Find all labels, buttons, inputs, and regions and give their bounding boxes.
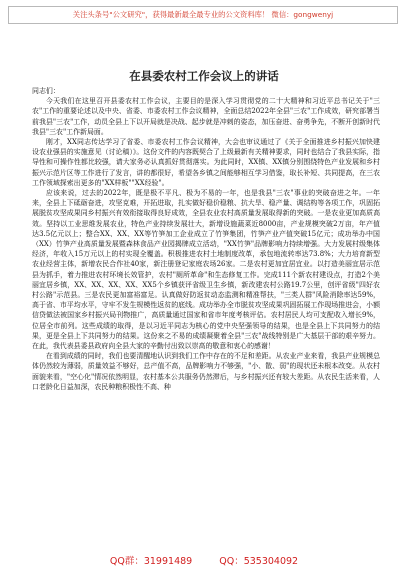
- salutation: 同志们：: [32, 87, 60, 95]
- footer-contact: [0, 553, 408, 567]
- paragraph-2: 刚才，XX同志传达学习了省委、市委农村工作会议精神，大会也审议通过了《关于全面推进乡村振兴加快建设农业强县的实施意见（讨论稿）》。这份文件的内容既契合了上级最新有关精神要求，同时也结合了我县实际，指导性和可操作性都比较强，请大家务必认真抓好贯彻落实。为此同时，XX镇、XX镇分别围绕特色产业发展和乡村振兴示范片区等工作进行了发言，讲的都很好，希望各乡镇之间能够相互学习借鉴，取长补短、共同提高，在三农工作领域探索出更多的"XX样板""XX经验"。: [32, 138, 380, 187]
- paragraph-1: 今天我们在这里召开县委农村工作会议，主要目的是深入学习贯彻党的二十大精神和习近平总书记关于"三农"工作的重要论述以及中央、省委、市委农村工作会议精神，全面总结2022年全县"三农"工作成效，研究部署当前我县"三农"工作，动员全县上下以开局就是决战、起步就是冲刺的姿态，加压奋进、奋勇争先，不断开创新时代我县"三农"工作新局面。: [32, 97, 380, 136]
- document-title: 在县委农村工作会议上的讲话: [129, 69, 279, 83]
- footer-qq: QQ：535304092: [219, 556, 299, 567]
- paragraph-3: 应该来说，过去的2022年，既是极不平凡、极为不易的一年，也是我县"三农"事业的突破奋进之年。一年来，全县上下砥砺奋进，攻坚克难，开拓进取，扎实做好稳价稳粮、抗大旱、稳产量、调结构等各项工作，巩固拓展脱贫攻坚成果同乡村振兴有效衔接取得良好成效，全县农业农村高质量发展取得新的突破。一是农业更加高质高效。坚持以工业思维发展农业，特色产业持续发展壮大，新增设施蔬菜近8000亩，产业规模突破2万亩，年产值达3.5亿元以上；整合XX、XX、XX等竹笋加工企业成立了竹笋集团，竹笋产业产值突破15亿元；成功举办中国（XX）竹笋产业高质量发展暨森林食品产业园揭牌成立活动，"XX竹笋"品牌影响力持续增强。大力发展村级集体经济，年收入15万元以上的村实现全覆盖。积极推进农村土地制度改革，承包地流转率达73.8%；大力培育新型农业经营主体，新增农民合作社40家，新注册登记家庭农场26家。二是农村更加宜居宜业。以打造美丽宜居示范县为抓手，着力推进农村环境长效管护，农村"厕所革命"和生态修复工作。完成111个新农村建设点，打造2个美丽宜居乡镇，XX、XX、XX、XX、XX5个乡镇获评省级卫生乡镇，新改建农村公路19.7公里，创评省级"四好农村公路"示范县。三是农民更加富裕富足。认真做好防返贫动态监测和精准帮扶，"三类人群"风险消除率达59%，高于省、市平均水平，守牢不发生规模性返贫的底线。成功举办全市脱贫攻坚成果巩固拓展工作现场推进会，小额信贷做法被国家乡村振兴局刊物推广，高质量通过国家和省市年度考核评估。农村居民人均可支配收入增长9%，位居全市前列。这些成绩的取得，是以习近平同志为核心的党中央坚强领导的结果，也是全县上下共同努力的结果，更是全县上下共同努力的结果。这份来之不易的成绩凝聚着全县"三农"战线特别是广大基层干部的艰辛努力。在此，我代表县委县政府向全县大家的辛勤付出致以崇高的敬意和衷心的感谢！: [32, 189, 380, 351]
- footer-qq-group: QQ群：31991489: [109, 556, 193, 567]
- paragraph-4: 在看到成绩的同时，我们也要清醒地认识到我们工作中存在的不足和差距。从农业产业来看，我县产业规模总体仍然较为薄弱，质量效益不够好，总产值不高，品牌影响力不够强，"小、散、弱"的现状还未根本改变。从农村面貌来看，"空心化"情况依然明显，农村基本公共服务仍然滞后，与乡村振兴还有较大差距。从农民生活来看，人口老龄化日益加深，农民种粮积极性不高、种: [32, 352, 380, 391]
- header-banner: 关注头条号"公文研究"，获得最新最全最专业的公文资料库！ 微信：gongwenyj: [8, 6, 398, 24]
- document-body: [32, 86, 380, 392]
